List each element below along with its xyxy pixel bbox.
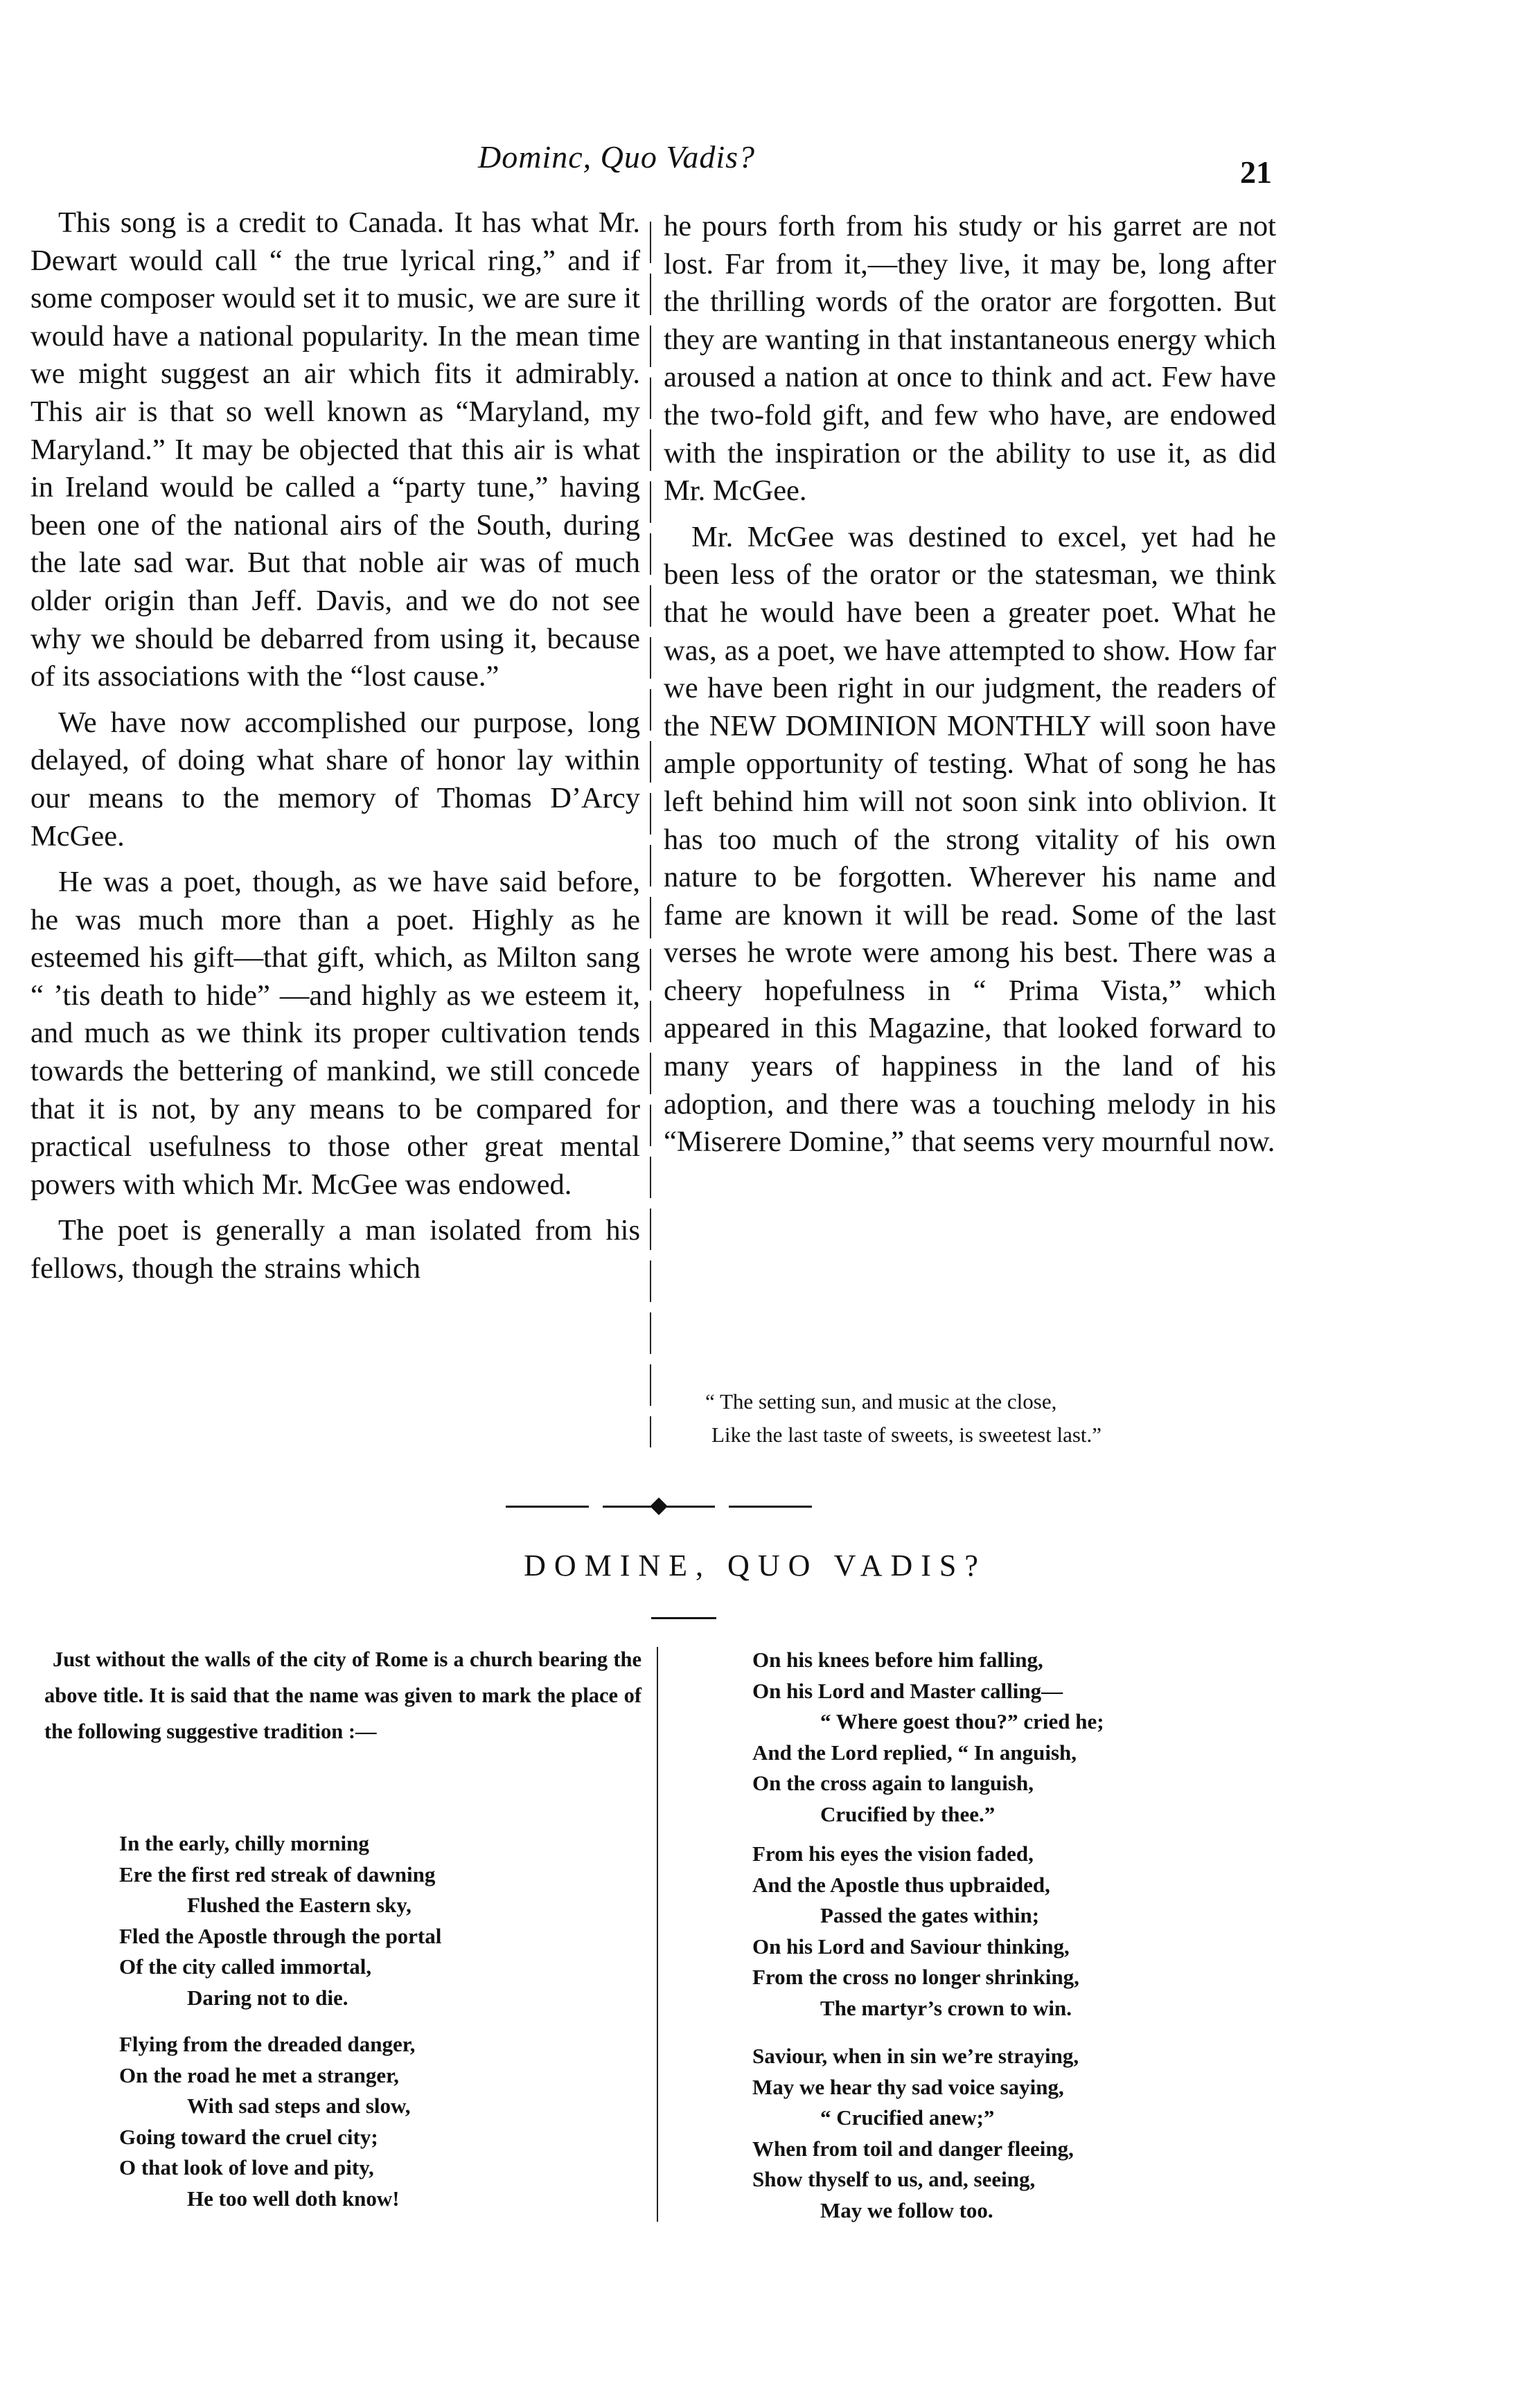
poem-line: The martyr’s crown to win. <box>820 1995 1072 2020</box>
poem-line: May we follow too. <box>820 2197 993 2222</box>
poem-line: From his eyes the vision faded, <box>752 1841 1034 1866</box>
poem-line: And the Lord replied, “ In anguish, <box>752 1740 1077 1765</box>
epigraph-line: “ The setting sun, and music at the close, <box>705 1389 1057 1413</box>
running-title: Dominc, Quo Vadis? <box>478 139 756 175</box>
title-underline <box>651 1617 716 1619</box>
poem-line: With sad steps and slow, <box>187 2094 411 2118</box>
poem-line: Daring not to die. <box>187 1985 348 2010</box>
paragraph: The poet is generally a man isolated from his fellows, though the strains which <box>30 1214 640 1285</box>
poem-line: Saviour, when in sin we’re straying, <box>752 2044 1079 2068</box>
poem-line: Going toward the cruel city; <box>119 2124 378 2149</box>
poem-line: Passed the gates within; <box>820 1903 1040 1927</box>
poem-stanza <box>752 1839 1079 2024</box>
poem-line: And the Apostle thus upbraided, <box>752 1872 1050 1897</box>
poem-line: Of the city called immortal, <box>119 1954 372 1979</box>
ornament-divider <box>506 1496 824 1517</box>
section-title: DOMINE, QUO VADIS? <box>524 1549 986 1582</box>
paragraph: This song is a credit to Canada. It has what Mr. Dewart would call “ the true lyrical ring,” and if some composer would set it to music, we are sure it would have a national popularity. In the mean time we might suggest an air which fits it admirably. This air is that so well known as “Maryland, my Maryland.” It may be objected that this air is what in Ireland would be called a “party tune,” having been one of the national airs of the South, during the late sad war. But that noble air was of much older origin than Jeff. Davis, and we do not see why we should be debarred from using it, because of its associations with the “lost cause.” <box>30 206 640 693</box>
poem-stanza <box>752 2041 1079 2226</box>
poem-stanza <box>752 1645 1104 1830</box>
poem-line: Fled the Apostle through the portal <box>119 1923 442 1948</box>
poem-line: Flying from the dreaded danger, <box>119 2032 416 2056</box>
poem-line: O that look of love and pity, <box>119 2155 374 2179</box>
poem-line: “ Where goest thou?” cried he; <box>820 1709 1104 1733</box>
paragraph: he pours forth from his study or his garret are not lost. Far from it,—they live, it may be, long after the thrilling words of the orator are forgotten. But they are wanting in that instantaneous energy which aroused a nation at once to think and act. Few have the two-fold gift, and few who have, are endowed with the inspiration or the ability to use it, as did Mr. McGee. <box>664 210 1276 508</box>
poem-line: On his knees before him falling, <box>752 1648 1043 1672</box>
section-intro <box>44 1641 642 1749</box>
poem-line: Ere the first red streak of dawning <box>119 1862 436 1887</box>
poem-line: He too well doth know! <box>187 2186 400 2211</box>
diamond-ornament-icon <box>650 1497 667 1515</box>
poem-stanza <box>119 2029 415 2214</box>
epigraph-quote <box>705 1385 1287 1452</box>
poem-column-divider <box>657 1647 658 2222</box>
poem-line: Flushed the Eastern sky, <box>187 1893 412 1917</box>
poem-line: On his Lord and Saviour thinking, <box>752 1934 1070 1959</box>
right-text-column <box>664 208 1276 1161</box>
poem-line: From the cross no longer shrinking, <box>752 1965 1079 1989</box>
poem-line: May we hear thy sad voice saying, <box>752 2074 1064 2099</box>
poem-line: Show thyself to us, and, seeing, <box>752 2167 1036 2191</box>
intro-paragraph: Just without the walls of the city of Rome is a church bearing the above title. It is said that the name was given to mark the place of the following suggestive tradition :— <box>44 1648 642 1743</box>
paragraph: He was a poet, though, as we have said before, he was much more than a poet. Highly as he esteemed his gift—that gift, which, as Milton sang “ ’tis death to hide” —and highly as we esteem it, and much as we think its proper cultivation tends towards the bettering of mankind, we still concede that it is not, by any means to be compared for practical usefulness to those other great mental powers with which Mr. McGee was endowed. <box>30 866 640 1201</box>
poem-stanza <box>119 1828 441 2013</box>
poem-line: On his Lord and Master calling— <box>752 1678 1063 1703</box>
poem-line: “ Crucified anew;” <box>820 2105 995 2130</box>
poem-line: When from toil and danger fleeing, <box>752 2136 1074 2161</box>
paragraph: We have now accomplished our purpose, long delayed, of doing what share of honor lay within our means to the memory of Thomas D’Arcy McGee. <box>30 706 640 853</box>
poem-line: On the cross again to languish, <box>752 1771 1034 1795</box>
poem-line: In the early, chilly morning <box>119 1831 369 1855</box>
epigraph-line: Like the last taste of sweets, is sweetest last.” <box>711 1422 1102 1447</box>
page-number: 21 <box>1240 154 1272 190</box>
poem-line: On the road he met a stranger, <box>119 2062 399 2087</box>
poem-line: Crucified by thee.” <box>820 1801 996 1826</box>
paragraph: Mr. McGee was destined to excel, yet had he been less of the orator or the statesman, we think that he would have been a greater poet. What he was, as a poet, we have attempted to show. How far we have been right in our judgment, the readers of the NEW DOMINION MONTHLY will soon have ample opportunity of testing. What of song he has left behind him will not soon sink into oblivion. It has too much of the strong vitality of his own nature to be forgotten. Wherever his name and fame are known it will be read. Some of the last verses he wrote were among his best. There was a cheery hopefulness in “ Prima Vista,” which appeared in this Magazine, that looked forward to many years of happiness in the land of his adoption, and there was a touching melody in his “Miserere Domine,” that seems very mournful now. <box>664 520 1276 1159</box>
left-text-column <box>30 204 640 1288</box>
column-divider <box>650 222 651 1447</box>
